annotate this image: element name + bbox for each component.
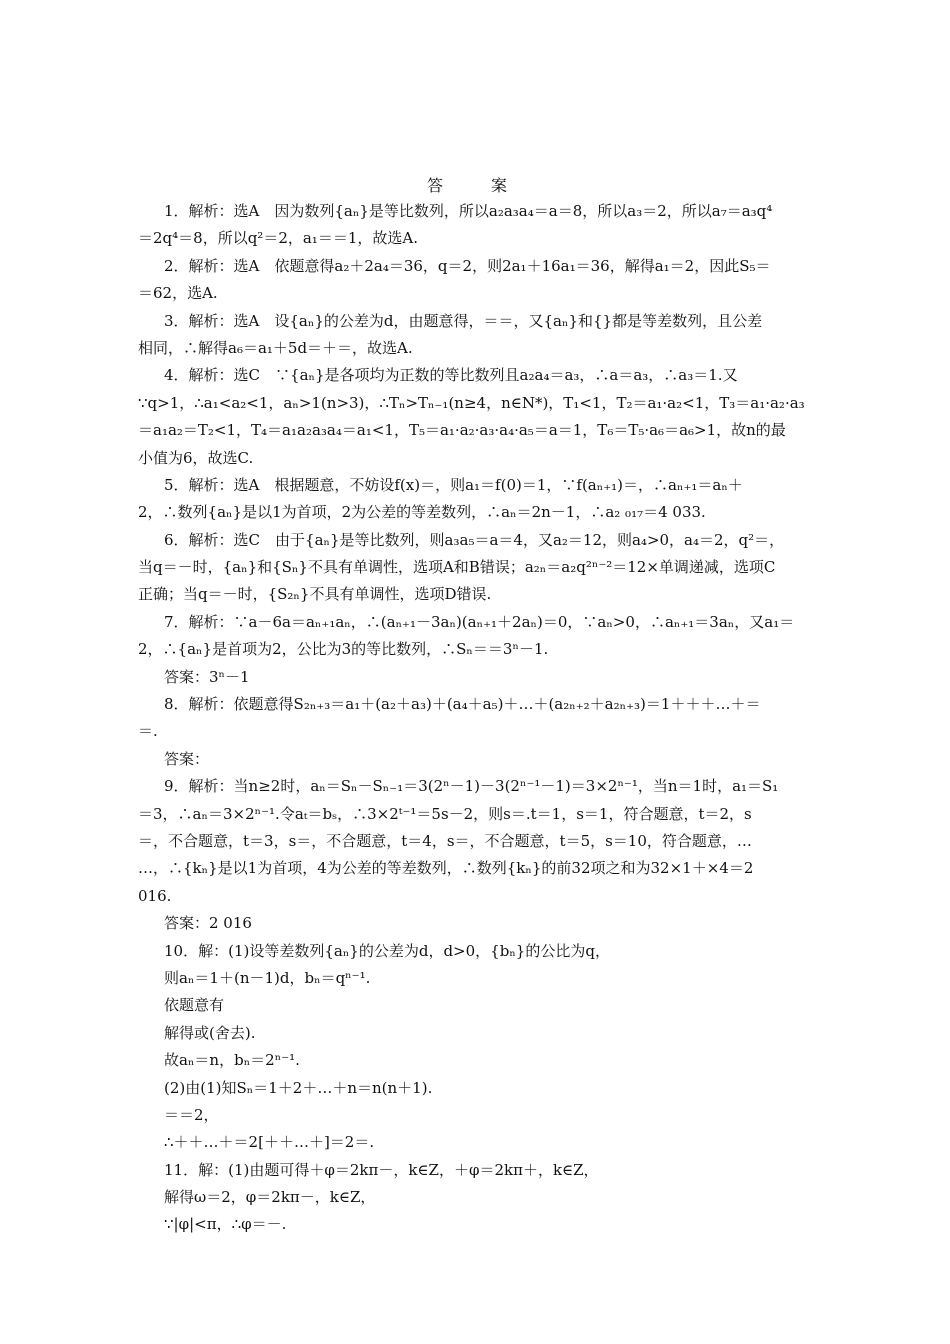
text-line: 10．解：(1)设等差数列{aₙ}的公差为d，d>0，{bₙ}的公比为q， bbox=[164, 941, 610, 960]
text-line: 2，∴数列{aₙ}是以1为首项，2为公差的等差数列，∴aₙ＝2n－1，∴a₂ ₀₁₇＝4 033. bbox=[138, 503, 706, 522]
text-line: ＝a₁a₂＝T₂<1，T₄＝a₁a₂a₃a₄＝a₁<1，T₅＝a₁·a₂·a₃·a₄·a₅＝a＝1，T₆＝T₅·a₆＝a₆>1，故n的最 bbox=[138, 421, 786, 440]
text-line: 4．解析：选C ∵{aₙ}是各项均为正数的等比数列且a₂a₄＝a₃，∴a＝a₃，∴a₃＝1.又 bbox=[164, 366, 738, 385]
text-line: 小值为6，故选C. bbox=[138, 448, 254, 467]
text-line: …，∴{kₙ}是以1为首项，4为公差的等差数列，∴数列{kₙ}的前32项之和为32×1＋×4＝2 bbox=[138, 859, 754, 878]
text-line: 答案：2 016 bbox=[164, 914, 252, 933]
text-line: 解得或(舍去). bbox=[164, 1023, 256, 1042]
text-line: 11．解：(1)由题可得＋φ＝2kπ－，k∈Z，＋φ＝2kπ＋，k∈Z， bbox=[164, 1160, 599, 1179]
text-line: 2，∴{aₙ}是首项为2，公比为3的等比数列，∴Sₙ＝＝3ⁿ－1. bbox=[138, 640, 549, 659]
text-line: 正确；当q＝－时，{S₂ₙ}不具有单调性，选项D错误. bbox=[138, 585, 492, 604]
text-line: 3．解析：选A 设{aₙ}的公差为d，由题意得，＝＝，又{aₙ}和{}都是等差数列，且公差 bbox=[164, 311, 763, 330]
page-title: 答 案 bbox=[426, 176, 523, 195]
text-line: ＝. bbox=[138, 722, 158, 741]
text-line: 016. bbox=[138, 886, 172, 905]
text-line: ＝＝2， bbox=[164, 1105, 219, 1124]
text-line: ∵|φ|<π，∴φ＝－. bbox=[164, 1215, 287, 1234]
text-line: 依题意有 bbox=[164, 996, 225, 1015]
text-line: ＝62，选A. bbox=[138, 284, 218, 303]
text-line: 相同，∴解得a₆＝a₁＋5d＝＋＝，故选A. bbox=[138, 338, 413, 357]
text-line: 解得ω＝2，φ＝2kπ－，k∈Z， bbox=[164, 1188, 376, 1207]
text-line: ＝2q⁴＝8，所以q²＝2，a₁＝＝1，故选A. bbox=[138, 229, 418, 248]
text-line: 答案：3ⁿ－1 bbox=[164, 667, 250, 686]
text-line: 9．解析：当n≥2时，aₙ＝Sₙ－Sₙ₋₁＝3(2ⁿ－1)－3(2ⁿ⁻¹－1)＝3×2ⁿ⁻¹，当n＝1时，a₁＝S₁ bbox=[164, 777, 779, 796]
text-line: 2．解析：选A 依题意得a₂＋2a₄＝36，q＝2，则2a₁＋16a₁＝36，解得a₁＝2，因此S₅＝ bbox=[164, 256, 771, 275]
text-line: (2)由(1)知Sₙ＝1＋2＋…＋n＝n(n＋1). bbox=[164, 1078, 433, 1097]
text-line: 当q＝－时，{aₙ}和{Sₙ}不具有单调性，选项A和B错误；a₂ₙ＝a₂q²ⁿ⁻²＝12×单调递减，选项C bbox=[138, 558, 776, 577]
text-line: 1．解析：选A 因为数列{aₙ}是等比数列，所以a₂a₃a₄＝a＝8，所以a₃＝2，所以a₇＝a₃q⁴ bbox=[164, 202, 773, 220]
text-line: 5．解析：选A 根据题意，不妨设f(x)＝，则a₁＝f(0)＝1，∵f(aₙ₊₁)＝，∴aₙ₊₁＝aₙ＋ bbox=[164, 475, 743, 494]
text-line: 8．解析：依题意得S₂ₙ₊₃＝a₁＋(a₂＋a₃)＋(a₄＋a₅)＋…＋(a₂ₙ₊₂＋a₂ₙ₊₃)＝1＋＋＋…＋＝ bbox=[164, 695, 761, 714]
answer-body bbox=[138, 198, 818, 1239]
text-line: 答案： bbox=[164, 749, 210, 768]
text-line: 7．解析：∵a－6a＝aₙ₊₁aₙ，∴(aₙ₊₁－3aₙ)(aₙ₊₁＋2aₙ)＝0，∵aₙ>0，∴aₙ₊₁＝3aₙ，又a₁＝ bbox=[164, 612, 795, 631]
text-line: 6．解析：选C 由于{aₙ}是等比数列，则a₃a₅＝a＝4，又a₂＝12，则a₄>0，a₄＝2，q²＝， bbox=[164, 530, 785, 549]
text-line: ＝，不合题意，t＝3，s＝，不合题意，t＝4，s＝，不合题意，t＝5，s＝10，符合题意，… bbox=[138, 831, 752, 850]
text-line: ∴＋＋…＋＝2[＋＋…＋]＝2＝. bbox=[164, 1133, 375, 1152]
text-line: 则aₙ＝1＋(n－1)d，bₙ＝qⁿ⁻¹. bbox=[164, 968, 371, 987]
text-line: ＝3，∴aₙ＝3×2ⁿ⁻¹.令aₜ＝bₛ，∴3×2ᵗ⁻¹＝5s－2，则s＝.t＝1，s＝1，符合题意，t＝2，s bbox=[138, 804, 752, 823]
text-line: 故aₙ＝n，bₙ＝2ⁿ⁻¹. bbox=[164, 1051, 300, 1070]
text-line: ∵q>1，∴a₁<a₂<1，aₙ>1(n>3)，∴Tₙ>Tₙ₋₁(n≥4，n∈N*)，T₁<1，T₂＝a₁·a₂<1，T₃＝a₁·a₂·a₃ bbox=[138, 393, 805, 412]
